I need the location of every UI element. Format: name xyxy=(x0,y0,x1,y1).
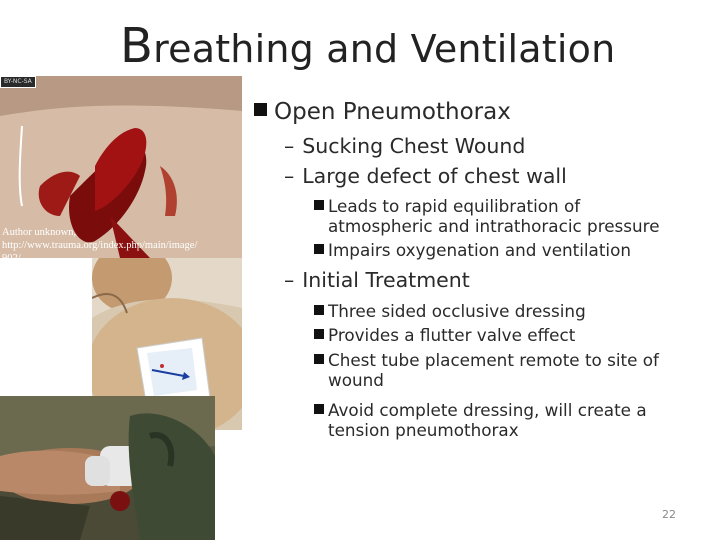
sub-bullet-initial-treatment xyxy=(284,268,470,293)
detail-bullet-flutter-valve xyxy=(314,325,714,345)
detail-text: Avoid complete dressing, will create a xyxy=(328,400,647,420)
detail-bullet-impairs xyxy=(314,240,714,260)
detail-bullet-avoid-complete xyxy=(314,400,714,440)
license-badge-text: BY-NC-SA xyxy=(4,78,32,85)
bullet-square-icon xyxy=(314,244,324,254)
detail-text: Three sided occlusive dressing xyxy=(328,301,586,321)
sub-bullet-text: Large defect of chest wall xyxy=(302,164,567,188)
dash-icon: – xyxy=(284,134,295,158)
bullet-square-icon xyxy=(314,404,324,414)
detail-text-cont: wound xyxy=(328,370,384,390)
sub-bullet-text: Initial Treatment xyxy=(302,268,470,292)
slide-title xyxy=(120,18,616,74)
bullet-square-icon xyxy=(314,354,324,364)
credit-url-cont: 902/ xyxy=(2,253,21,264)
dash-icon: – xyxy=(284,268,295,292)
detail-text: Provides a flutter valve effect xyxy=(328,325,576,345)
sub-bullet-sucking-wound xyxy=(284,134,525,159)
detail-bullet-chest-tube xyxy=(314,350,714,390)
bullet-square-icon xyxy=(314,305,324,315)
detail-text: Leads to rapid equilibration of xyxy=(328,196,581,216)
detail-text: Impairs oxygenation and ventilation xyxy=(328,240,631,260)
bullet-text: Open Pneumothorax xyxy=(274,99,511,125)
title-initial: B xyxy=(120,18,154,74)
title-rest: reathing and Ventilation xyxy=(153,27,616,71)
sub-bullet-text: Sucking Chest Wound xyxy=(302,134,526,158)
credit-url: http://www.trauma.org/index.php/main/image/ xyxy=(2,240,198,251)
detail-text-cont: atmospheric and intrathoracic pressure xyxy=(328,216,660,236)
field-treatment-photo xyxy=(0,396,215,540)
credit-author: Author unknown, xyxy=(2,227,77,238)
sub-bullet-large-defect xyxy=(284,164,567,189)
bullet-open-pneumothorax xyxy=(254,98,511,126)
dash-icon: – xyxy=(284,164,295,188)
bullet-square-icon xyxy=(314,200,324,210)
detail-bullet-equilibration xyxy=(314,196,714,236)
bullet-square-icon xyxy=(254,103,267,116)
bullet-square-icon xyxy=(314,329,324,339)
detail-bullet-three-sided xyxy=(314,301,714,321)
detail-text: Chest tube placement remote to site of xyxy=(328,350,659,370)
page-number: 22 xyxy=(662,508,676,521)
detail-text-cont: tension pneumothorax xyxy=(328,420,519,440)
